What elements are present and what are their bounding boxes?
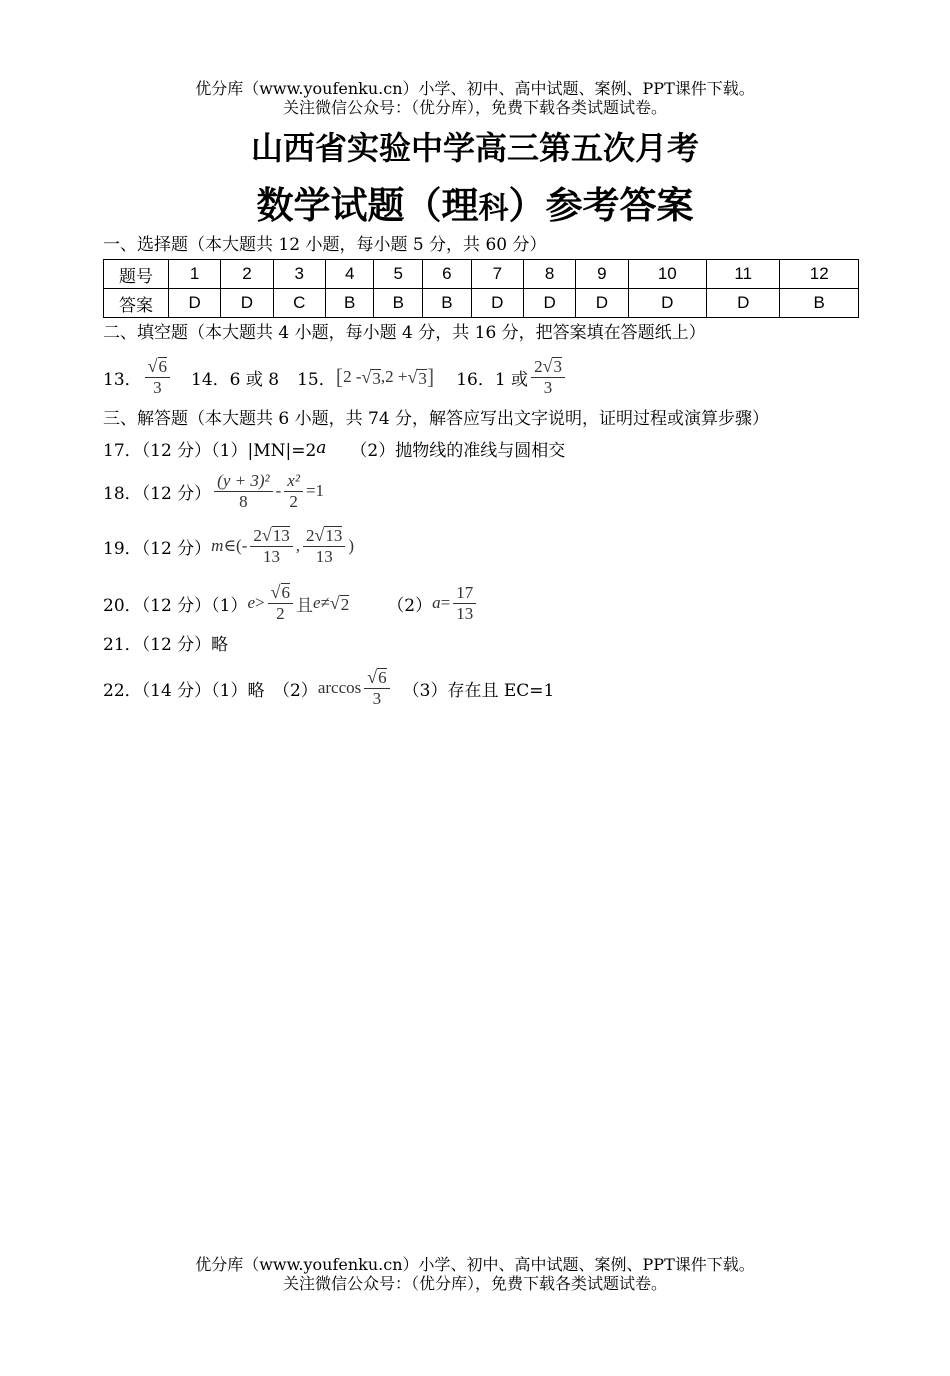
table-cell: D xyxy=(471,289,523,318)
header-line-2: 关注微信公众号：（优分库），免费下载各类试题试卷。 xyxy=(282,98,667,117)
table-cell: D xyxy=(576,289,628,318)
page-subtitle: 数学试题（理科）参考答案 xyxy=(256,184,694,227)
fill-answers-row xyxy=(103,352,568,402)
q17-row: 17．（12 分）（1）|MN|=2 a （2）抛物线的准线与圆相交 xyxy=(103,438,566,461)
table-cell: B xyxy=(423,289,472,318)
table-cell: 7 xyxy=(471,260,523,289)
q13-denominator: 3 xyxy=(153,378,162,397)
table-cell: 9 xyxy=(576,260,628,289)
q15-interval: [ 2 - √ 3 ,2 + √ 3 ] xyxy=(335,364,435,389)
section2-heading: 二、填空题（本大题共 4 小题，每小题 4 分，共 16 分，把答案填在答题纸上） xyxy=(103,323,706,343)
q13-fraction: √ 6 3 xyxy=(145,356,170,398)
header-line-1: 优分库（www.youfenku.cn）小学、初中、高中试题、案例、PPT课件下载。 xyxy=(195,79,755,98)
q14-answer: 14．6 或 8 xyxy=(191,369,280,390)
q21-row: 21．（12 分）略 xyxy=(103,635,229,655)
table-cell: 5 xyxy=(374,260,423,289)
q13-label: 13． xyxy=(103,369,142,390)
table-cell: D xyxy=(628,289,706,318)
q18-fraction-1: $\frac{\text{(y + 3)²}}{8}$ xyxy=(214,471,272,512)
table-cell: 2 xyxy=(221,260,273,289)
table-cell: 4 xyxy=(325,260,374,289)
q20-row: 20．（12 分）（1） e > √ 6 2 且 e ≠ √ 2 （2） a = $\frac{17}{13}$ xyxy=(103,578,479,628)
table-cell: B xyxy=(325,289,374,318)
table-cell: D xyxy=(523,289,575,318)
q19-fraction-1: 2 √ 13 13 xyxy=(250,525,292,567)
q18-row: 18．（12 分） $\frac{\text{(y + 3)²}}{8}$ - $\frac{\text{x²}}{2}$ =1 xyxy=(103,470,325,511)
q22-row: 22．（14 分）（1）略 （2） arccos √ 6 3 （3）存在且 EC=1 xyxy=(103,667,555,708)
q20-fraction-1: √ 6 2 xyxy=(268,582,293,624)
q13-radicand: 6 xyxy=(158,357,168,376)
table-cell: 3 xyxy=(273,260,325,289)
table-cell: D xyxy=(221,289,273,318)
table-cell: D xyxy=(707,289,780,318)
table-label-answers: 答案 xyxy=(104,289,169,318)
section1-heading: 一、选择题（本大题共 12 小题，每小题 5 分，共 60 分） xyxy=(103,235,547,255)
table-cell: 11 xyxy=(707,260,780,289)
table-cell: 6 xyxy=(423,260,472,289)
table-row-numbers xyxy=(104,260,859,289)
page-title: 山西省实验中学高三第五次月考 xyxy=(250,129,699,167)
table-row-answers xyxy=(104,289,859,318)
answer-table xyxy=(103,259,859,318)
q18-fraction-2: $\frac{\text{x²}}{2}$ xyxy=(284,471,303,512)
q22-fraction: √ 6 3 xyxy=(364,667,389,709)
q15-label: 15． xyxy=(297,369,336,390)
table-cell: B xyxy=(374,289,423,318)
q20-fraction-2: $\frac{17}{13}$ xyxy=(453,583,476,624)
table-cell: B xyxy=(780,289,859,318)
table-cell: D xyxy=(169,289,221,318)
table-cell: 10 xyxy=(628,260,706,289)
table-cell: C xyxy=(273,289,325,318)
q16-fraction: 2 √ 3 3 xyxy=(531,356,565,398)
section3-heading: 三、解答题（本大题共 6 小题，共 74 分，解答应写出文字说明，证明过程或演算步骤） xyxy=(103,409,770,429)
table-cell: 8 xyxy=(523,260,575,289)
table-cell: 1 xyxy=(169,260,221,289)
footer-line-2: 关注微信公众号：（优分库），免费下载各类试题试卷。 xyxy=(282,1274,667,1293)
q19-fraction-2: 2 √ 13 13 xyxy=(303,525,345,567)
table-label-numbers: 题号 xyxy=(104,260,169,289)
q19-row: 19．（12 分） m ∈(- 2 √ 13 13 , 2 √ 13 13 ) xyxy=(103,525,355,566)
footer-line-1: 优分库（www.youfenku.cn）小学、初中、高中试题、案例、PPT课件下载。 xyxy=(195,1255,755,1274)
table-cell: 12 xyxy=(780,260,859,289)
q16-label: 16．1 或 xyxy=(456,369,529,390)
